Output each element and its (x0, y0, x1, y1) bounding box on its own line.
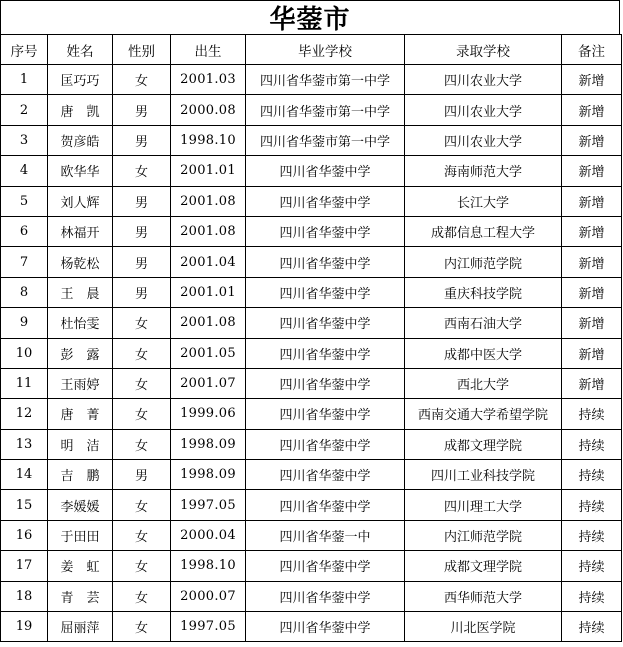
cell-gender: 男 (113, 216, 171, 246)
cell-birth: 2001.04 (171, 247, 246, 277)
table-row (1, 247, 622, 277)
cell-graduated-school: 四川省华蓥市第一中学 (246, 125, 405, 155)
cell-gender: 男 (113, 460, 171, 490)
table-row (1, 308, 622, 338)
cell-birth: 2000.07 (171, 581, 246, 611)
cell-remark: 新增 (562, 216, 622, 246)
cell-name: 李媛媛 (48, 490, 113, 520)
cell-admitted-school: 成都中医大学 (405, 338, 562, 368)
table-body (1, 65, 622, 642)
cell-name: 王 晨 (48, 277, 113, 307)
table-row (1, 65, 622, 95)
cell-name: 于田田 (48, 520, 113, 550)
cell-admitted-school: 海南师范大学 (405, 156, 562, 186)
table-row (1, 520, 622, 550)
cell-name: 匡巧巧 (48, 65, 113, 95)
cell-birth: 2001.03 (171, 65, 246, 95)
cell-graduated-school: 四川省华蓥市第一中学 (246, 65, 405, 95)
cell-name: 吉 鹏 (48, 460, 113, 490)
cell-name: 姜 虹 (48, 551, 113, 581)
column-header-index: 序号 (1, 35, 48, 65)
cell-index: 18 (1, 581, 48, 611)
cell-name: 贺彦皓 (48, 125, 113, 155)
cell-gender: 女 (113, 156, 171, 186)
column-header-birth: 出生 (171, 35, 246, 65)
cell-admitted-school: 西北大学 (405, 368, 562, 398)
cell-graduated-school: 四川省华蓥市第一中学 (246, 95, 405, 125)
cell-admitted-school: 内江师范学院 (405, 247, 562, 277)
cell-remark: 新增 (562, 308, 622, 338)
cell-graduated-school: 四川省华蓥中学 (246, 612, 405, 642)
cell-index: 17 (1, 551, 48, 581)
table-row (1, 95, 622, 125)
cell-graduated-school: 四川省华蓥中学 (246, 247, 405, 277)
cell-admitted-school: 成都信息工程大学 (405, 216, 562, 246)
cell-birth: 2001.05 (171, 338, 246, 368)
cell-index: 2 (1, 95, 48, 125)
cell-index: 1 (1, 65, 48, 95)
cell-admitted-school: 内江师范学院 (405, 520, 562, 550)
cell-name: 唐 凯 (48, 95, 113, 125)
cell-name: 杨乾松 (48, 247, 113, 277)
sheet-title: 华蓥市 (0, 0, 620, 34)
cell-birth: 1999.06 (171, 399, 246, 429)
cell-remark: 新增 (562, 125, 622, 155)
cell-gender: 女 (113, 612, 171, 642)
cell-name: 屈丽萍 (48, 612, 113, 642)
cell-remark: 新增 (562, 247, 622, 277)
table-row (1, 460, 622, 490)
cell-index: 6 (1, 216, 48, 246)
cell-index: 8 (1, 277, 48, 307)
cell-graduated-school: 四川省华蓥中学 (246, 186, 405, 216)
cell-graduated-school: 四川省华蓥中学 (246, 277, 405, 307)
cell-name: 王雨婷 (48, 368, 113, 398)
cell-name: 林福开 (48, 216, 113, 246)
cell-index: 12 (1, 399, 48, 429)
cell-gender: 女 (113, 490, 171, 520)
cell-admitted-school: 长江大学 (405, 186, 562, 216)
cell-graduated-school: 四川省华蓥中学 (246, 490, 405, 520)
cell-birth: 1998.09 (171, 460, 246, 490)
cell-birth: 1998.10 (171, 551, 246, 581)
cell-remark: 持续 (562, 520, 622, 550)
table-row (1, 612, 622, 642)
cell-name: 青 芸 (48, 581, 113, 611)
cell-birth: 2001.08 (171, 216, 246, 246)
cell-gender: 男 (113, 95, 171, 125)
cell-remark: 新增 (562, 95, 622, 125)
cell-name: 唐 菁 (48, 399, 113, 429)
table-row (1, 277, 622, 307)
cell-graduated-school: 四川省华蓥中学 (246, 429, 405, 459)
cell-remark: 持续 (562, 460, 622, 490)
cell-index: 5 (1, 186, 48, 216)
cell-birth: 2001.08 (171, 186, 246, 216)
cell-birth: 2001.01 (171, 277, 246, 307)
cell-admitted-school: 西南石油大学 (405, 308, 562, 338)
cell-index: 16 (1, 520, 48, 550)
cell-graduated-school: 四川省华蓥中学 (246, 308, 405, 338)
cell-remark: 持续 (562, 490, 622, 520)
cell-gender: 女 (113, 308, 171, 338)
cell-gender: 女 (113, 429, 171, 459)
table-row (1, 368, 622, 398)
cell-index: 13 (1, 429, 48, 459)
cell-birth: 2001.08 (171, 308, 246, 338)
cell-remark: 新增 (562, 156, 622, 186)
cell-remark: 新增 (562, 65, 622, 95)
cell-admitted-school: 川北医学院 (405, 612, 562, 642)
cell-birth: 2000.04 (171, 520, 246, 550)
table-row (1, 551, 622, 581)
cell-admitted-school: 四川工业科技学院 (405, 460, 562, 490)
table-row (1, 399, 622, 429)
cell-index: 11 (1, 368, 48, 398)
cell-index: 4 (1, 156, 48, 186)
cell-remark: 持续 (562, 581, 622, 611)
table-row (1, 581, 622, 611)
cell-gender: 女 (113, 65, 171, 95)
cell-gender: 女 (113, 368, 171, 398)
cell-graduated-school: 四川省华蓥中学 (246, 581, 405, 611)
cell-gender: 女 (113, 338, 171, 368)
cell-birth: 1997.05 (171, 490, 246, 520)
cell-remark: 持续 (562, 551, 622, 581)
cell-remark: 持续 (562, 429, 622, 459)
cell-remark: 新增 (562, 186, 622, 216)
cell-remark: 新增 (562, 368, 622, 398)
cell-gender: 男 (113, 247, 171, 277)
table-row (1, 186, 622, 216)
cell-gender: 男 (113, 186, 171, 216)
cell-admitted-school: 四川农业大学 (405, 65, 562, 95)
cell-birth: 2001.01 (171, 156, 246, 186)
cell-admitted-school: 西华师范大学 (405, 581, 562, 611)
cell-index: 9 (1, 308, 48, 338)
table-row (1, 429, 622, 459)
table-row (1, 156, 622, 186)
cell-admitted-school: 成都文理学院 (405, 429, 562, 459)
cell-name: 欧华华 (48, 156, 113, 186)
column-header-graduated-school: 毕业学校 (246, 35, 405, 65)
table-header-row (1, 35, 622, 65)
cell-gender: 男 (113, 277, 171, 307)
cell-graduated-school: 四川省华蓥一中 (246, 520, 405, 550)
cell-graduated-school: 四川省华蓥中学 (246, 551, 405, 581)
cell-gender: 男 (113, 125, 171, 155)
cell-index: 7 (1, 247, 48, 277)
cell-admitted-school: 四川农业大学 (405, 125, 562, 155)
cell-index: 10 (1, 338, 48, 368)
cell-graduated-school: 四川省华蓥中学 (246, 368, 405, 398)
cell-gender: 女 (113, 581, 171, 611)
cell-name: 刘人辉 (48, 186, 113, 216)
table-row (1, 125, 622, 155)
cell-index: 19 (1, 612, 48, 642)
table-row (1, 490, 622, 520)
column-header-name: 姓名 (48, 35, 113, 65)
cell-admitted-school: 重庆科技学院 (405, 277, 562, 307)
cell-birth: 1998.09 (171, 429, 246, 459)
cell-admitted-school: 四川理工大学 (405, 490, 562, 520)
cell-graduated-school: 四川省华蓥中学 (246, 156, 405, 186)
cell-name: 明 洁 (48, 429, 113, 459)
cell-gender: 女 (113, 520, 171, 550)
cell-index: 15 (1, 490, 48, 520)
cell-birth: 1998.10 (171, 125, 246, 155)
cell-admitted-school: 成都文理学院 (405, 551, 562, 581)
table-row (1, 338, 622, 368)
column-header-admitted-school: 录取学校 (405, 35, 562, 65)
cell-index: 3 (1, 125, 48, 155)
cell-remark: 新增 (562, 338, 622, 368)
cell-graduated-school: 四川省华蓥中学 (246, 399, 405, 429)
cell-remark: 持续 (562, 399, 622, 429)
cell-admitted-school: 西南交通大学希望学院 (405, 399, 562, 429)
cell-gender: 女 (113, 399, 171, 429)
cell-remark: 新增 (562, 277, 622, 307)
admission-table (0, 34, 622, 642)
table-row (1, 216, 622, 246)
cell-name: 杜怡雯 (48, 308, 113, 338)
cell-graduated-school: 四川省华蓥中学 (246, 216, 405, 246)
cell-birth: 1997.05 (171, 612, 246, 642)
cell-birth: 2000.08 (171, 95, 246, 125)
cell-remark: 持续 (562, 612, 622, 642)
column-header-gender: 性别 (113, 35, 171, 65)
cell-admitted-school: 四川农业大学 (405, 95, 562, 125)
cell-graduated-school: 四川省华蓥中学 (246, 338, 405, 368)
cell-birth: 2001.07 (171, 368, 246, 398)
cell-index: 14 (1, 460, 48, 490)
cell-name: 彭 露 (48, 338, 113, 368)
cell-gender: 女 (113, 551, 171, 581)
cell-graduated-school: 四川省华蓥中学 (246, 460, 405, 490)
column-header-remark: 备注 (562, 35, 622, 65)
